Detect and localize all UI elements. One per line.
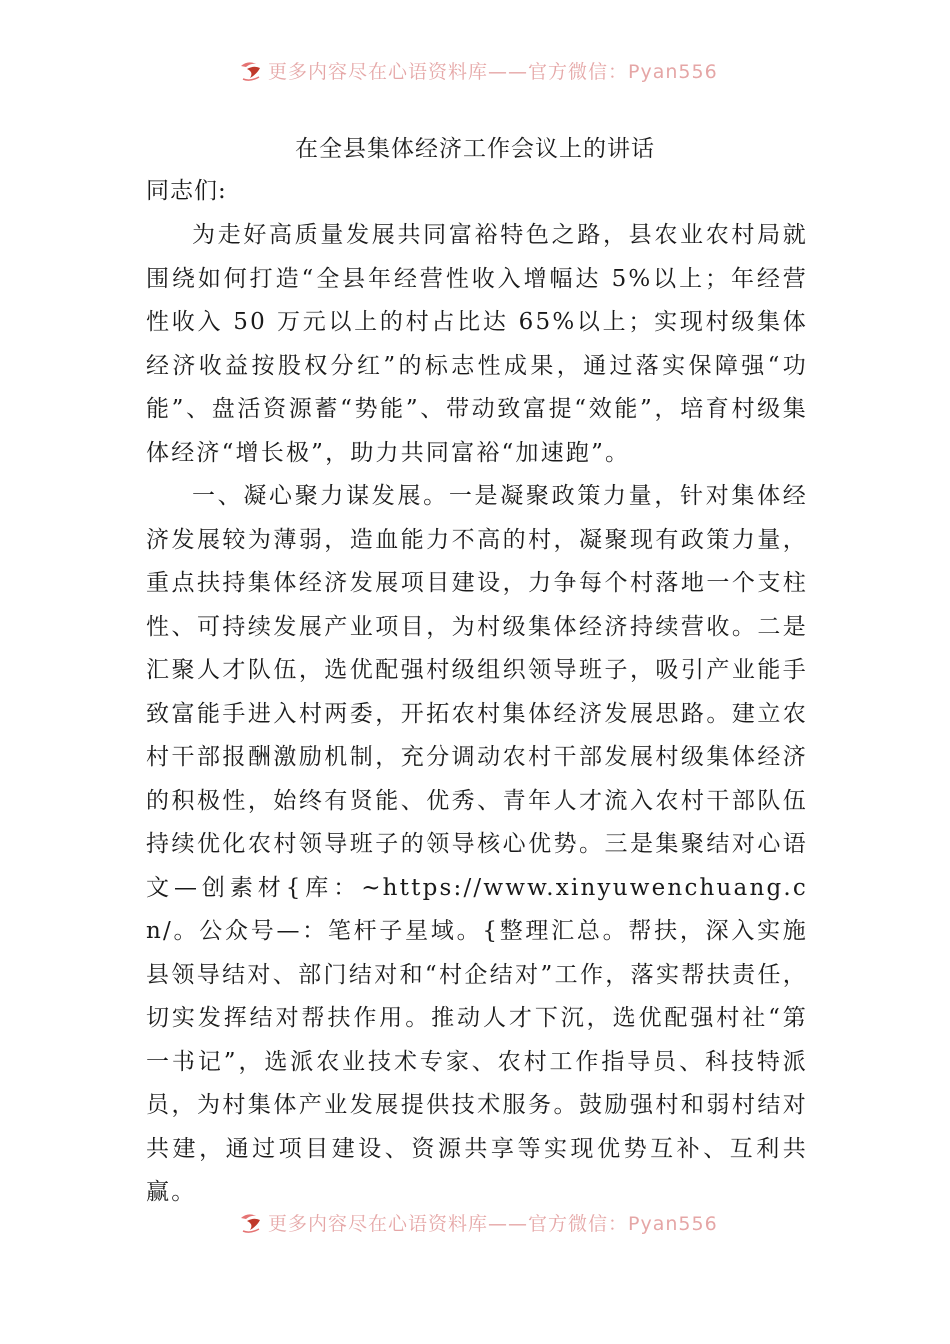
watermark-text: 更多内容尽在心语资料库——官方微信：Pyan556 — [268, 1212, 718, 1235]
watermark-header — [238, 56, 718, 84]
paragraph-section-one: 一、凝心聚力谋发展。一是凝聚政策力量，针对集体经济发展较为薄弱，造血能力不高的村，凝聚现有政策力量，重点扶持集体经济发展项目建设，力争每个村落地一个支柱性、可持续发展产业项目，为村级集体经济持续营收。二是汇聚人才队伍，选优配强村级组织领导班子，吸引产业能手致富能手进入村两委，开拓农村集体经济发展思路。建立农村干部报酬激励机制，充分调动农村干部发展村级集体经济的积极性，始终有贤能、优秀、青年人才流入农村干部队伍持续优化农村领导班子的领导核心优势。三是集聚结对心语文—创素材{库：~https://www.xinyuwenchuang.cn/。公众号—：笔杆子星域。{整理汇总。帮扶，深入实施县领导结对、部门结对和“村企结对”工作，落实帮扶责任，切实发挥结对帮扶作用。推动人才下沉，选优配强村社“第一书记”，选派农业技术专家、农村工作指导员、科技特派员，为村集体产业发展提供技术服务。鼓励强村和弱村结对共建，通过项目建设、资源共享等实现优势互补、互利共赢。 — [146, 483, 808, 1205]
logo-icon — [238, 57, 264, 83]
watermark-footer — [238, 1208, 718, 1236]
watermark-text: 更多内容尽在心语资料库——官方微信：Pyan556 — [268, 60, 718, 83]
paragraph-intro: 为走好高质量发展共同富裕特色之路，县农业农村局就围绕如何打造“全县年经营性收入增幅达 5%以上；年经营性收入 50 万元以上的村占比达 65%以上；实现村级集体经济收益按股权分红”的标志性成果，通过落实保障强“功能”、盘活资源蓄“势能”、带动致富提“效能”，培育村级集体经济“增长极”，助力共同富裕“加速跑”。 — [146, 222, 808, 466]
page-title: 在全县集体经济工作会议上的讲话 — [295, 136, 655, 162]
document-body — [146, 214, 808, 1215]
logo-icon — [238, 1209, 264, 1235]
greeting: 同志们: — [146, 178, 227, 204]
